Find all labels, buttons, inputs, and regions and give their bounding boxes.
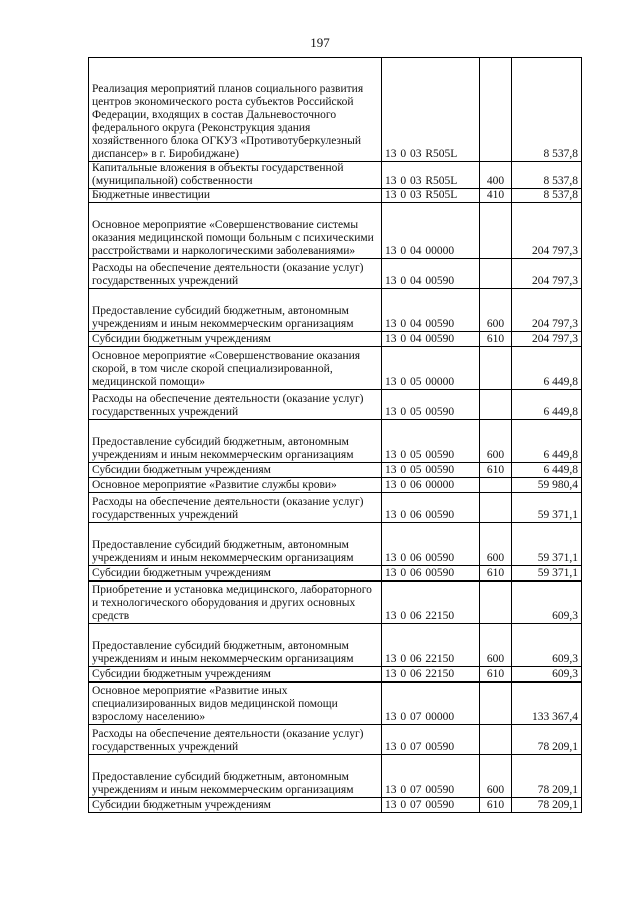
table-row [89, 624, 582, 667]
table-row [89, 347, 582, 390]
table-row [89, 420, 582, 463]
row-code: 13 0 04 00590 [382, 289, 480, 332]
row-sum: 6 449,8 [512, 463, 582, 478]
table-row [89, 523, 582, 566]
row-vr [480, 682, 512, 725]
row-name: Бюджетные инвестиции [89, 189, 382, 203]
table-row [89, 798, 582, 813]
row-code: 13 0 04 00590 [382, 259, 480, 289]
table-row [89, 58, 582, 162]
row-name: Субсидии бюджетным учреждениям [89, 566, 382, 581]
row-code: 13 0 03 R505L [382, 58, 480, 162]
row-vr [480, 203, 512, 259]
row-vr [480, 390, 512, 420]
row-name: Расходы на обеспечение деятельности (оказание услуг) государственных учреждений [89, 259, 382, 289]
table-row [89, 162, 582, 189]
row-sum: 59 371,1 [512, 493, 582, 523]
table-row [89, 725, 582, 755]
budget-table [88, 57, 582, 813]
row-vr: 610 [480, 667, 512, 682]
row-sum: 59 371,1 [512, 566, 582, 581]
row-name: Основное мероприятие «Совершенствование системы оказания медицинской помощи больным с психическими расстройствами и наркологическими заболеваниями» [89, 203, 382, 259]
row-sum: 6 449,8 [512, 347, 582, 390]
row-sum: 204 797,3 [512, 332, 582, 347]
table-row [89, 463, 582, 478]
row-name: Субсидии бюджетным учреждениям [89, 332, 382, 347]
row-vr: 610 [480, 566, 512, 581]
table-row [89, 581, 582, 624]
row-code: 13 0 05 00000 [382, 347, 480, 390]
row-sum: 78 209,1 [512, 725, 582, 755]
row-sum: 59 371,1 [512, 523, 582, 566]
row-sum: 8 537,8 [512, 58, 582, 162]
row-name: Расходы на обеспечение деятельности (оказание услуг) государственных учреждений [89, 725, 382, 755]
row-sum: 204 797,3 [512, 289, 582, 332]
row-sum: 609,3 [512, 624, 582, 667]
row-sum: 6 449,8 [512, 390, 582, 420]
row-vr [480, 581, 512, 624]
page-number: 197 [310, 35, 330, 50]
row-code: 13 0 06 00590 [382, 493, 480, 523]
row-code: 13 0 05 00590 [382, 420, 480, 463]
row-name: Приобретение и установка медицинского, лабораторного и технологического оборудования и других основных средств [89, 581, 382, 624]
row-sum: 6 449,8 [512, 420, 582, 463]
table-row [89, 478, 582, 493]
row-sum: 8 537,8 [512, 189, 582, 203]
row-code: 13 0 03 R505L [382, 162, 480, 189]
row-name: Предоставление субсидий бюджетным, автономным учреждениям и иным некоммерческим организациям [89, 624, 382, 667]
row-code: 13 0 05 00590 [382, 390, 480, 420]
row-vr: 410 [480, 189, 512, 203]
row-name: Предоставление субсидий бюджетным, автономным учреждениям и иным некоммерческим организациям [89, 755, 382, 798]
table-row [89, 289, 582, 332]
row-code: 13 0 04 00590 [382, 332, 480, 347]
row-name: Предоставление субсидий бюджетным, автономным учреждениям и иным некоммерческим организациям [89, 523, 382, 566]
row-name: Субсидии бюджетным учреждениям [89, 798, 382, 813]
row-vr [480, 259, 512, 289]
row-sum: 204 797,3 [512, 259, 582, 289]
row-code: 13 0 06 00000 [382, 478, 480, 493]
row-name: Субсидии бюджетным учреждениям [89, 463, 382, 478]
table-row [89, 667, 582, 682]
row-code: 13 0 04 00000 [382, 203, 480, 259]
row-code: 13 0 06 22150 [382, 624, 480, 667]
budget-table-body [89, 58, 582, 813]
table-row [89, 189, 582, 203]
row-vr [480, 58, 512, 162]
row-sum: 59 980,4 [512, 478, 582, 493]
row-vr: 400 [480, 162, 512, 189]
row-code: 13 0 07 00590 [382, 755, 480, 798]
row-name: Основное мероприятие «Совершенствование оказания скорой, в том числе скорой специализированной, медицинской помощи» [89, 347, 382, 390]
table-row [89, 682, 582, 725]
table-row [89, 566, 582, 581]
row-vr [480, 493, 512, 523]
table-row [89, 755, 582, 798]
row-sum: 609,3 [512, 667, 582, 682]
table-row [89, 203, 582, 259]
row-code: 13 0 06 00590 [382, 566, 480, 581]
table-row [89, 332, 582, 347]
row-code: 13 0 07 00590 [382, 798, 480, 813]
table-row [89, 493, 582, 523]
row-vr [480, 725, 512, 755]
table-row [89, 390, 582, 420]
row-sum: 204 797,3 [512, 203, 582, 259]
row-code: 13 0 06 22150 [382, 667, 480, 682]
row-name: Расходы на обеспечение деятельности (оказание услуг) государственных учреждений [89, 390, 382, 420]
row-code: 13 0 06 22150 [382, 581, 480, 624]
row-name: Субсидии бюджетным учреждениям [89, 667, 382, 682]
row-code: 13 0 05 00590 [382, 463, 480, 478]
row-vr: 610 [480, 798, 512, 813]
row-code: 13 0 07 00590 [382, 725, 480, 755]
row-vr [480, 347, 512, 390]
row-vr: 610 [480, 463, 512, 478]
row-vr: 600 [480, 755, 512, 798]
row-name: Реализация мероприятий планов социального развития центров экономического роста субъектов Российской Федерации, входящих в состав Дальневосточного федерального округа (Реконструкция здания хозяйственного блока ОГКУЗ «Противотуберкулезный диспансер» в г. Биробиджане) [89, 58, 382, 162]
row-code: 13 0 06 00590 [382, 523, 480, 566]
row-sum: 609,3 [512, 581, 582, 624]
row-sum: 78 209,1 [512, 798, 582, 813]
row-vr: 600 [480, 523, 512, 566]
row-name: Основное мероприятие «Развитие иных специализированных видов медицинской помощи взрослому населению» [89, 682, 382, 725]
row-vr: 610 [480, 332, 512, 347]
row-sum: 133 367,4 [512, 682, 582, 725]
row-sum: 8 537,8 [512, 162, 582, 189]
row-vr: 600 [480, 420, 512, 463]
row-sum: 78 209,1 [512, 755, 582, 798]
row-name: Предоставление субсидий бюджетным, автономным учреждениям и иным некоммерческим организациям [89, 289, 382, 332]
row-name: Основное мероприятие «Развитие службы крови» [89, 478, 382, 493]
row-vr [480, 478, 512, 493]
row-code: 13 0 07 00000 [382, 682, 480, 725]
row-vr: 600 [480, 289, 512, 332]
table-row [89, 259, 582, 289]
row-name: Расходы на обеспечение деятельности (оказание услуг) государственных учреждений [89, 493, 382, 523]
row-code: 13 0 03 R505L [382, 189, 480, 203]
row-name: Капитальные вложения в объекты государственной (муниципальной) собственности [89, 162, 382, 189]
row-name: Предоставление субсидий бюджетным, автономным учреждениям и иным некоммерческим организациям [89, 420, 382, 463]
row-vr: 600 [480, 624, 512, 667]
